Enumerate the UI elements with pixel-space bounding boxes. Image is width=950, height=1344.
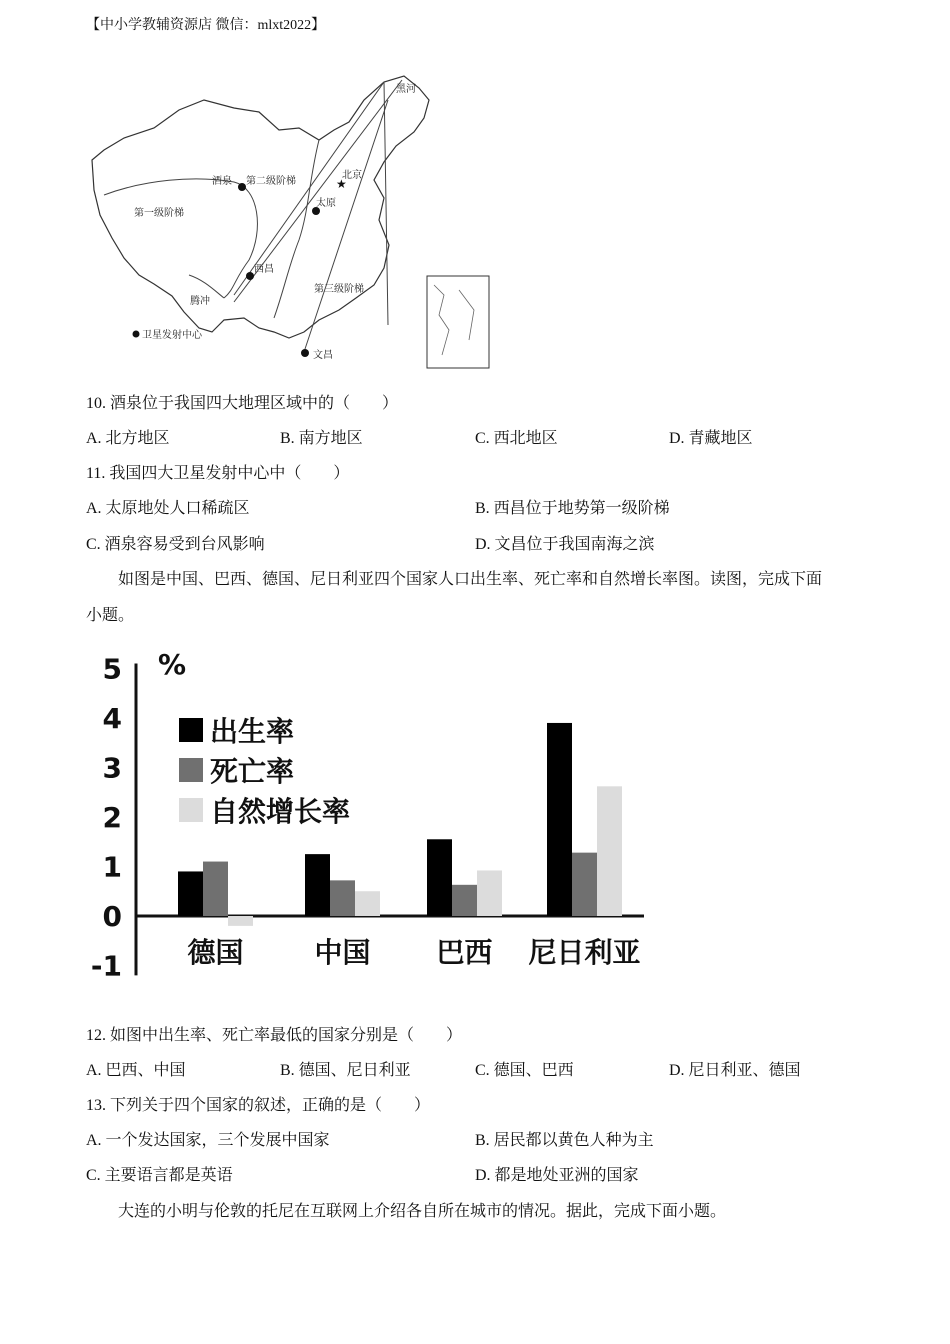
south-china-sea-inset [427, 276, 489, 368]
q12-stem: 12. 如图中出生率、死亡率最低的国家分别是（ ） [86, 1027, 463, 1044]
bar-3-1 [228, 916, 253, 926]
y-tick-label: 4 [102, 702, 122, 735]
map-label-third-step: 第三级阶梯 [314, 284, 364, 295]
q10-option-b[interactable]: B. 南方地区 [280, 430, 363, 447]
q12-option-c[interactable]: C. 德国、巴西 [475, 1062, 574, 1079]
route-lines [234, 80, 402, 352]
q11-stem: 11. 我国四大卫星发射中心中（ ） [86, 465, 350, 482]
page-header: 【中小学教辅资源店 微信：mlxt2022】 [86, 18, 326, 33]
map-label-xichang: 西昌 [254, 264, 274, 275]
bar-2-2 [330, 880, 355, 916]
bar-2-1 [203, 862, 228, 916]
map-label-taiyuan: 太原 [316, 198, 336, 209]
y-tick-label: 3 [102, 751, 122, 785]
q11-option-b[interactable]: B. 西昌位于地势第一级阶梯 [475, 500, 670, 517]
legend-swatch [179, 798, 203, 822]
legend-swatch [179, 718, 203, 742]
q13-stem: 13. 下列关于四个国家的叙述，正确的是（ ） [86, 1097, 431, 1114]
intro-city-exchange: 大连的小明与伦敦的托尼在互联网上介绍各自所在城市的情况。据此，完成下面小题。 [118, 1201, 727, 1220]
q12-option-a[interactable]: A. 巴西、中国 [86, 1062, 186, 1079]
y-tick-label: 5 [102, 652, 122, 686]
svg-text:★: ★ [336, 177, 347, 191]
q12-option-b[interactable]: B. 德国、尼日利亚 [280, 1062, 411, 1079]
legend-label: 死亡率 [210, 755, 295, 788]
intro-population-chart-line1: 如图是中国、巴西、德国、尼日利亚四个国家人口出生率、死亡率和自然增长率图。读图，完成下面 [118, 569, 823, 588]
bar-3-3 [477, 870, 502, 916]
bar-3-4 [597, 786, 622, 916]
bar-3-2 [355, 891, 380, 916]
x-category-label: 德国 [187, 936, 244, 969]
q10-option-d[interactable]: D. 青藏地区 [669, 430, 753, 447]
y-tick-label: 0 [102, 900, 122, 933]
intro-population-chart-line2: 小题。 [86, 605, 135, 624]
y-tick-label: 2 [102, 801, 122, 834]
population-rate-chart [86, 640, 656, 985]
china-map [84, 70, 494, 374]
map-label-jiuquan: 酒泉 [212, 176, 232, 187]
q13-option-b[interactable]: B. 居民都以黄色人种为主 [475, 1132, 654, 1149]
bar-1-4 [547, 723, 572, 916]
y-tick-label: -1 [90, 949, 122, 983]
legend-label: 出生率 [210, 715, 295, 748]
q10-option-c[interactable]: C. 西北地区 [475, 430, 558, 447]
y-tick-label: 1 [102, 850, 122, 884]
map-legend-launch-center: 卫星发射中心 [142, 330, 202, 341]
q11-option-d[interactable]: D. 文昌位于我国南海之滨 [475, 536, 655, 553]
map-label-beijing: 北京 [342, 170, 362, 181]
q12-option-d[interactable]: D. 尼日利亚、德国 [669, 1062, 801, 1079]
map-label-second-step: 第二级阶梯 [246, 176, 296, 187]
q13-option-a[interactable]: A. 一个发达国家，三个发展中国家 [86, 1132, 330, 1149]
q13-option-c[interactable]: C. 主要语言都是英语 [86, 1167, 233, 1184]
q11-option-a[interactable]: A. 太原地处人口稀疏区 [86, 500, 250, 517]
map-label-wenchang: 文昌 [313, 350, 333, 361]
legend-label: 自然增长率 [210, 795, 351, 828]
bar-1-1 [178, 871, 203, 916]
q10-option-a[interactable]: A. 北方地区 [86, 430, 170, 447]
x-category-label: 中国 [314, 936, 371, 969]
china-outline [92, 76, 429, 338]
step-boundaries [104, 140, 319, 318]
q11-option-c[interactable]: C. 酒泉容易受到台风影响 [86, 536, 265, 553]
x-category-label: 巴西 [436, 936, 493, 969]
y-unit-label: % [158, 648, 187, 681]
q13-option-d[interactable]: D. 都是地处亚洲的国家 [475, 1167, 639, 1184]
map-label-heihe: 黑河 [396, 84, 416, 95]
x-category-label: 尼日利亚 [528, 936, 641, 969]
legend-swatch [179, 758, 203, 782]
bar-2-4 [572, 853, 597, 916]
bar-1-2 [305, 854, 330, 916]
bar-1-3 [427, 839, 452, 916]
bar-2-3 [452, 885, 477, 916]
q10-stem: 10. 酒泉位于我国四大地理区域中的（ ） [86, 395, 399, 412]
map-label-first-step: 第一级阶梯 [134, 208, 184, 219]
map-label-tengchong: 腾冲 [190, 296, 210, 307]
